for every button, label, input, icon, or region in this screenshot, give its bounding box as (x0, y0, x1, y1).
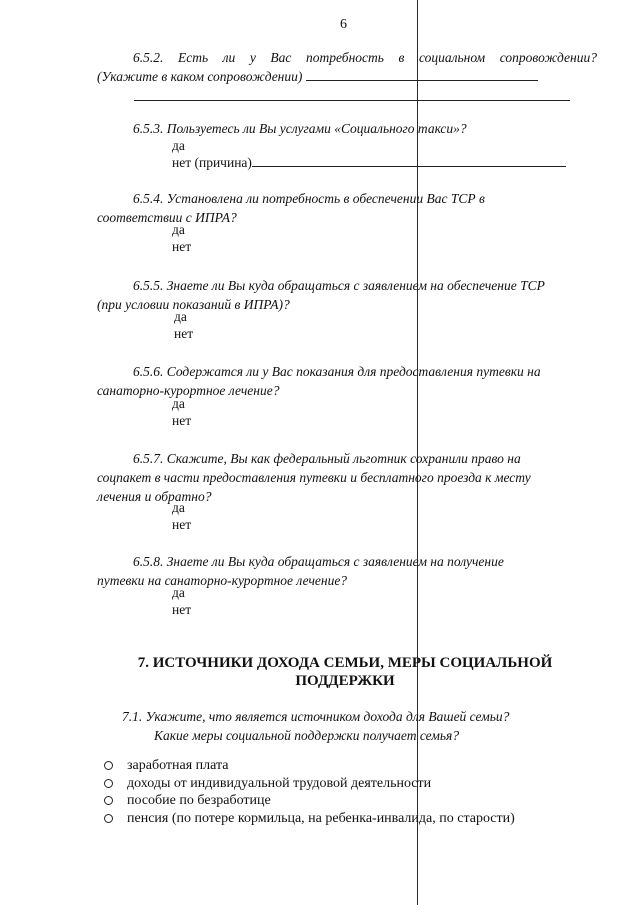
question-number: 7.1. (122, 709, 143, 724)
question-text-line1 (97, 189, 597, 208)
option-yes[interactable]: да (172, 138, 185, 153)
question-text-line1 (97, 48, 597, 67)
question-text-line2: путевки на санаторно-курортное лечение? (97, 573, 348, 588)
options-6-5-7 (172, 499, 191, 533)
list-item[interactable] (104, 810, 515, 828)
question-text-line2: соответствии с ИПРА? (97, 210, 237, 225)
list-item[interactable] (104, 792, 515, 810)
question-number: 6.5.7. (133, 451, 164, 466)
list-item-label: доходы от индивидуальной трудовой деятельности (127, 775, 432, 791)
circle-bullet-icon (104, 761, 113, 770)
question-hint: (Укажите в каком сопровождении) (97, 69, 303, 84)
list-item-label: пенсия (по потере кормильца, на ребенка-инвалида, по старости) (127, 810, 515, 826)
list-item-label: пособие по безработице (127, 793, 271, 808)
section-title-line2: ПОДДЕРЖКИ (295, 673, 395, 689)
options-6-5-8 (172, 584, 191, 618)
list-item[interactable] (104, 757, 515, 775)
question-text-line2: (при условии показаний в ИПРА)? (97, 297, 290, 312)
option-yes[interactable]: да (174, 309, 187, 324)
income-sources-list (104, 757, 515, 827)
answer-line[interactable] (306, 80, 538, 81)
option-label: нет (причина) (172, 155, 252, 170)
question-text-line1 (122, 707, 592, 726)
options-6-5-4 (172, 221, 191, 255)
option-no[interactable]: нет (172, 413, 192, 428)
option-no[interactable]: нет (172, 602, 192, 617)
question-text: Укажите, что является источником дохода для Вашей семьи? (145, 709, 510, 724)
question-text-line1 (97, 552, 597, 571)
question-text: Установлена ли потребность в обеспечении Вас ТСР в (166, 191, 485, 206)
option-yes[interactable]: да (172, 222, 185, 237)
option-no-reason[interactable] (172, 154, 566, 171)
question-text-line1 (97, 119, 597, 138)
question-number: 6.5.4. (133, 191, 164, 206)
question-text-line1 (97, 276, 597, 295)
question-text-line1 (97, 362, 597, 381)
question-text: Скажите, Вы как федеральный льготник сохранили право на (166, 451, 521, 466)
question-text: Знаете ли Вы куда обращаться с заявлением на обеспечение ТСР (166, 278, 545, 293)
question-number: 6.5.5. (133, 278, 164, 293)
question-text-line2: соцпакет в части предоставления путевки и бесплатного проезда к месту (97, 470, 531, 485)
question-text: Содержатся ли у Вас показания для предоставления путевки на (166, 364, 541, 379)
circle-bullet-icon (104, 796, 113, 805)
section-title (110, 654, 580, 690)
page-number: 6 (340, 17, 347, 32)
question-7-1 (122, 707, 592, 745)
options-6-5-6 (172, 395, 191, 429)
list-item-label: заработная плата (127, 758, 229, 773)
options-6-5-3 (172, 137, 566, 171)
options-6-5-5 (174, 308, 193, 342)
question-text-line1 (97, 449, 597, 468)
question-6-5-7 (97, 449, 597, 506)
question-6-5-2 (97, 48, 597, 86)
question-text: Пользуетесь ли Вы услугами «Социального такси»? (166, 121, 467, 136)
section-title-line1: 7. ИСТОЧНИКИ ДОХОДА СЕМЬИ, МЕРЫ СОЦИАЛЬНОЙ (137, 655, 553, 671)
circle-bullet-icon (104, 779, 113, 788)
question-text-line2 (97, 67, 597, 86)
question-6-5-3 (97, 119, 597, 138)
option-yes[interactable]: да (172, 396, 185, 411)
question-number: 6.5.6. (133, 364, 164, 379)
question-text: Есть ли у Вас потребность в социальном сопровождении? (177, 50, 597, 65)
reason-answer-line[interactable] (252, 166, 566, 167)
option-no[interactable]: нет (172, 517, 192, 532)
question-text: Знаете ли Вы куда обращаться с заявлением на получение (166, 554, 504, 569)
list-item[interactable] (104, 775, 515, 793)
question-number: 6.5.2. (133, 50, 164, 65)
question-number: 6.5.3. (133, 121, 164, 136)
answer-line-2[interactable] (134, 100, 570, 101)
option-no[interactable]: нет (174, 326, 194, 341)
option-yes[interactable]: да (172, 500, 185, 515)
question-text-line2: Какие меры социальной поддержки получает семья? (154, 728, 460, 743)
circle-bullet-icon (104, 814, 113, 823)
option-no[interactable]: нет (172, 239, 192, 254)
question-text-line3: лечения и обратно? (97, 489, 212, 504)
question-number: 6.5.8. (133, 554, 164, 569)
option-yes[interactable]: да (172, 585, 185, 600)
question-text-line2: санаторно-курортное лечение? (97, 383, 280, 398)
question-6-5-5 (97, 276, 597, 314)
